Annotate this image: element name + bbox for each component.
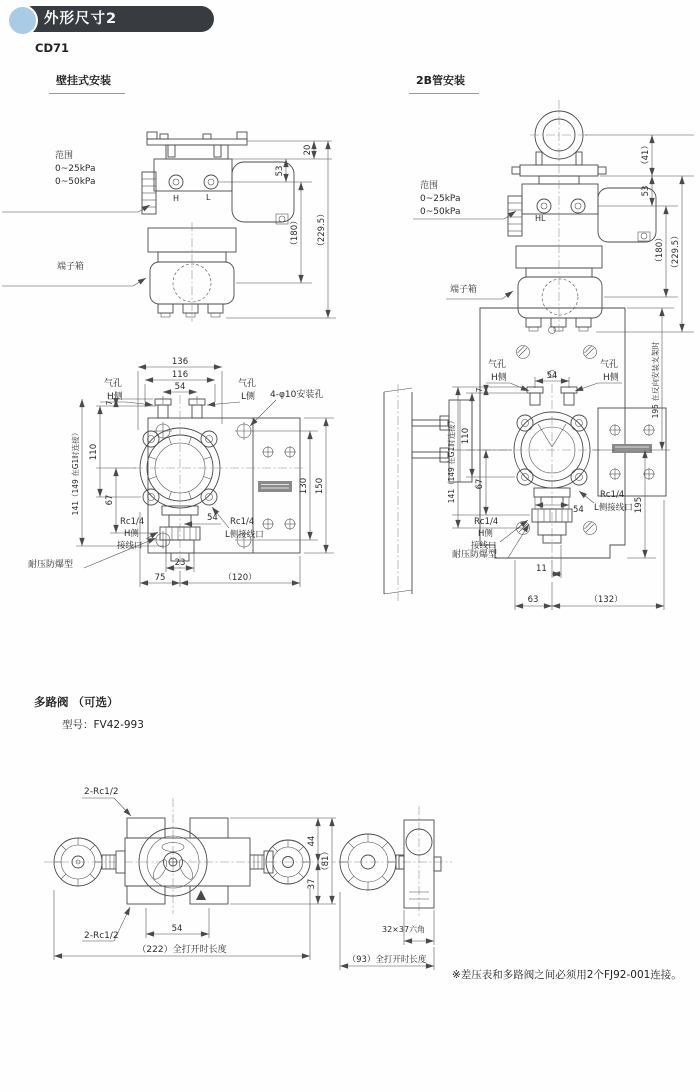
rc14-l-label: Rc1/4 xyxy=(230,517,255,527)
dim-63: 63 xyxy=(527,595,539,605)
port-h-label: H xyxy=(173,194,180,203)
range-value-2: 0~50kPa xyxy=(55,177,96,187)
dim-54-stem: 54 xyxy=(573,505,584,515)
dim-41: （41） xyxy=(641,141,651,169)
dim-93-open-length: （93）全打开时长度 xyxy=(347,955,427,965)
model-label: CD71 xyxy=(35,41,69,55)
dim-53: 53 xyxy=(275,165,285,177)
dim-110: 110 xyxy=(89,443,99,461)
dim-54-ports: 54 xyxy=(171,924,183,934)
rc14-h-side: H侧 xyxy=(124,529,139,539)
dim-195-reverse: 195 在反向安装支架时 xyxy=(651,341,660,419)
dim-222-open-length: （222）全打开时长度 xyxy=(137,945,227,955)
valve-model-number: 型号：FV42-993 xyxy=(62,719,144,731)
dim-54-vents: 54 xyxy=(546,371,558,381)
dim-37: 37 xyxy=(307,878,317,890)
dim-44: 44 xyxy=(307,835,317,847)
range-value-1: 0~25kPa xyxy=(55,164,96,174)
port-hl-label: HL xyxy=(535,214,546,223)
range-value-1: 0~25kPa xyxy=(420,194,461,204)
wall-mount-title: 壁挂式安装 xyxy=(49,72,125,94)
rc14-h-label: Rc1/4 xyxy=(120,517,145,527)
dim-54-vents: 54 xyxy=(174,382,186,392)
dim-75: 75 xyxy=(154,573,166,583)
dim-132: （132） xyxy=(589,595,623,605)
valve-front-view xyxy=(44,787,336,960)
nameplate xyxy=(258,481,292,492)
pipe-mount-side-view xyxy=(413,100,694,332)
hex-dim-label: 32×37六角 xyxy=(382,925,426,934)
vent-l-side: L侧 xyxy=(241,392,256,402)
vent-h-label: 气孔 xyxy=(104,379,123,389)
dim-136: 136 xyxy=(171,357,189,367)
dim-110: 110 xyxy=(461,427,471,445)
valve-side-view xyxy=(338,806,452,970)
terminal-box-label: 端子箱 xyxy=(57,262,85,272)
dim-7: 7 xyxy=(475,387,484,393)
vent-right-label: 气孔 xyxy=(600,360,619,370)
dim-20: 20 xyxy=(303,144,313,156)
pipe-mount-title: 2B管安装 xyxy=(409,72,479,94)
rc14-l-port: L侧接线口 xyxy=(225,530,264,540)
rc14-h-port: 接线口 xyxy=(471,541,497,551)
dim-67: 67 xyxy=(105,494,115,506)
range-label: 范围 xyxy=(55,151,74,161)
dim-180: （180） xyxy=(655,233,665,267)
dim-141: 141（149 在G1时连接） xyxy=(447,416,456,504)
wall-mount-side-view xyxy=(2,132,336,322)
rc14-h-port: 接线口 xyxy=(117,541,143,551)
footnote: ※差压表和多路阀之间必须用2个FJ92-001连接。 xyxy=(452,969,682,981)
dim-53: 53 xyxy=(641,185,651,197)
dim-81: （81） xyxy=(321,847,331,875)
nameplate xyxy=(612,444,652,453)
vent-h-side: H侧 xyxy=(107,392,123,402)
dim-180: （180） xyxy=(290,216,300,250)
rc12-bottom-label: 2-Rc1/2 xyxy=(84,931,119,941)
rc14-l-port: L侧接线口 xyxy=(594,503,633,513)
vent-l-label: 气孔 xyxy=(238,379,257,389)
dim-229: （229.5） xyxy=(671,231,681,273)
rc12-top-label: 2-Rc1/2 xyxy=(84,787,119,797)
flameproof-label: 耐压防爆型 xyxy=(452,550,498,560)
range-value-2: 0~50kPa xyxy=(420,207,461,217)
flow-arrow-icon xyxy=(196,890,206,900)
header-dot-icon xyxy=(7,5,38,36)
port-l-label: L xyxy=(206,193,211,202)
dim-67: 67 xyxy=(475,478,485,490)
dim-130: 130 xyxy=(299,477,309,495)
dim-116: 116 xyxy=(171,370,189,380)
flameproof-label: 耐压防爆型 xyxy=(28,560,74,570)
wall-mount-front-view xyxy=(28,357,334,587)
dim-23: 23 xyxy=(174,558,186,568)
vent-left-label: 气孔 xyxy=(488,360,507,370)
rc14-h-label: Rc1/4 xyxy=(474,517,499,527)
rc14-h-side: H侧 xyxy=(478,529,493,539)
dim-54-stem: 54 xyxy=(207,513,218,523)
dim-11: 11 xyxy=(536,564,547,574)
valve-section-title: 多路阀 （可选） xyxy=(34,695,119,709)
dim-120: （120） xyxy=(223,573,257,583)
vent-right-side: H侧 xyxy=(603,373,619,383)
dim-141: 141（149 在G1时连接） xyxy=(71,428,80,516)
dim-229: （229.5） xyxy=(317,209,327,251)
mount-holes-label: 4-φ10安装孔 xyxy=(270,390,324,400)
range-label: 范围 xyxy=(420,181,439,191)
dim-150: 150 xyxy=(315,477,325,495)
dim-195: 195 xyxy=(634,496,644,514)
page-title: 外形尺寸2 xyxy=(20,6,214,32)
pipe-mount-front-view xyxy=(384,308,674,610)
rc14-l-label: Rc1/4 xyxy=(600,490,625,500)
vent-left-side: H侧 xyxy=(491,373,507,383)
dim-7: 7 xyxy=(105,400,114,406)
terminal-box-label: 端子箱 xyxy=(450,285,478,295)
